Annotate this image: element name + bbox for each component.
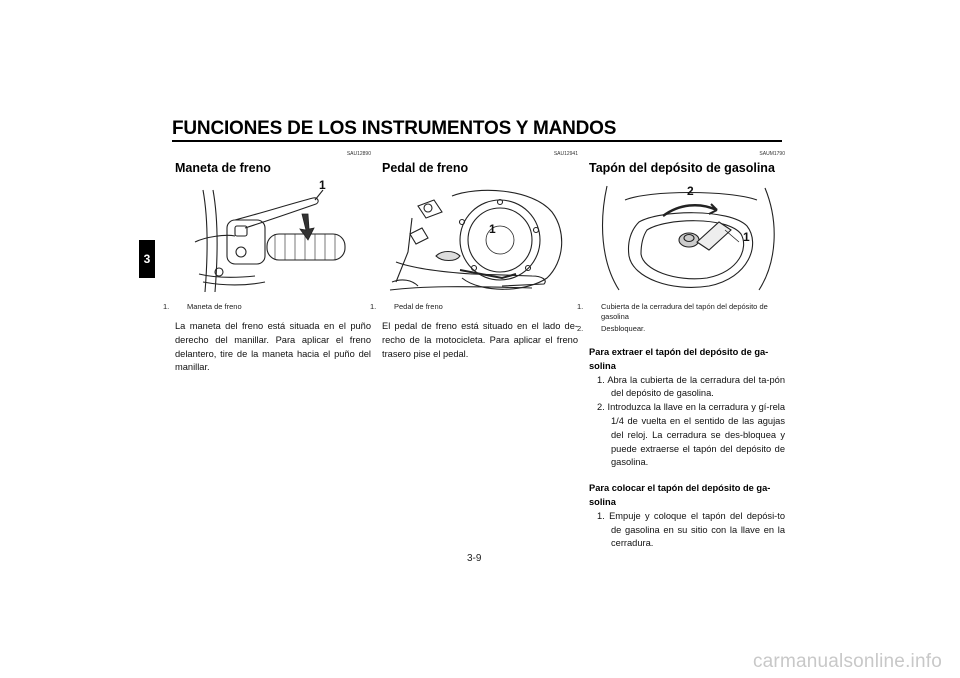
- install-cap-steps: [589, 510, 785, 551]
- figure-label-1: 1: [319, 178, 326, 192]
- brake-pedal-illustration: [382, 182, 578, 294]
- section-brake-lever: [163, 150, 371, 375]
- caption-number: 1.: [163, 302, 170, 311]
- figure-caption: [370, 302, 578, 312]
- section-title: Pedal de freno: [382, 161, 469, 175]
- header-rule: [172, 140, 782, 142]
- figure-label-1: 1: [489, 222, 496, 236]
- page-header-title: FUNCIONES DE LOS INSTRUMENTOS Y MANDOS: [172, 118, 617, 139]
- fuel-cap-illustration: [589, 182, 785, 294]
- section-fuel-tank-cap: [577, 150, 785, 551]
- install-cap-heading: Para colocar el tapón del depósito de ga-solina: [589, 483, 771, 507]
- figure-label-1: 1: [743, 230, 750, 244]
- chapter-tab: 3: [139, 240, 155, 278]
- remove-cap-steps: [589, 374, 785, 471]
- step-item: 1. Empuje y coloque el tapón del depósi-to de gasolina en su sitio con la llave en la cerradura.: [597, 510, 785, 549]
- section-title: Maneta de freno: [175, 161, 271, 175]
- page-number: 3-9: [467, 553, 482, 564]
- section-code: SAUM1790: [759, 151, 785, 157]
- section-brake-pedal: [370, 150, 578, 361]
- caption-text: Desbloquear.: [601, 324, 646, 333]
- figure-label-2: 2: [687, 184, 694, 198]
- step-item: 1. Abra la cubierta de la cerradura del ta-pón del depósito de gasolina.: [597, 374, 785, 399]
- remove-cap-heading: Para extraer el tapón del depósito de ga-solina: [589, 347, 769, 371]
- section-code: SAU12890: [346, 151, 371, 157]
- section-title: Tapón del depósito de gasolina: [589, 161, 775, 175]
- section-code: SAU12941: [553, 151, 578, 157]
- watermark-text: carmanualsonline.info: [752, 651, 942, 672]
- caption-text: Maneta de freno: [187, 302, 242, 311]
- step-item: 2. Introduzca la llave en la cerradura y gí-rela 1/4 de vuelta en el sentido de las agujas del reloj. La cerradura se des-bloquea y puede extraerse el tapón del depósito de gasolina.: [597, 402, 785, 468]
- caption-number: 2.: [577, 324, 584, 333]
- brake-lever-illustration: [175, 178, 371, 294]
- caption-number: 1.: [370, 302, 377, 311]
- caption-number: 1.: [577, 302, 584, 311]
- figure-caption: [163, 302, 371, 312]
- section-body: La maneta del freno está situada en el puño derecho del manillar. Para aplicar el freno delantero, tire de la maneta hacia el puño del manillar.: [175, 321, 371, 373]
- section-body: El pedal de freno está situado en el lado derecho de la motocicleta. Para aplicar el freno trasero pise el pedal.: [382, 321, 578, 359]
- figure-caption: [577, 302, 785, 334]
- caption-text: Pedal de freno: [394, 302, 443, 311]
- caption-text: Cubierta de la cerradura del tapón del depósito de gasolina: [601, 302, 768, 321]
